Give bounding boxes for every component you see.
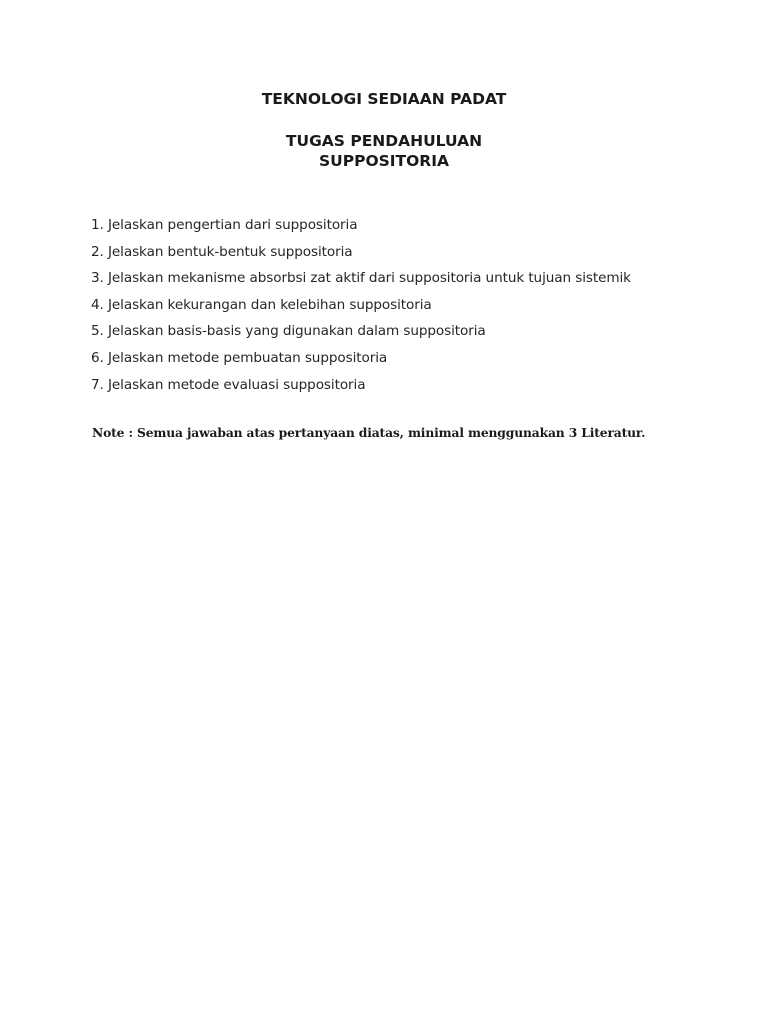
document-title: TEKNOLOGI SEDIAAN PADAT — [261, 90, 507, 108]
question-item: 6. Jelaskan metode pembuatan suppositoria — [91, 349, 388, 366]
question-list — [91, 212, 711, 398]
question-item: 3. Jelaskan mekanisme absorbsi zat aktif dari suppositoria untuk tujuan sistemik — [91, 270, 631, 287]
question-item: 1. Jelaskan pengertian dari suppositoria — [91, 217, 358, 233]
question-item: 5. Jelaskan basis-basis yang digunakan dalam suppositoria — [91, 323, 486, 340]
question-item: 4. Jelaskan kekurangan dan kelebihan suppositoria — [91, 296, 432, 313]
question-item: 7. Jelaskan metode evaluasi suppositoria — [91, 376, 366, 393]
assignment-heading: TUGAS PENDAHULUAN — [285, 132, 483, 150]
question-item: 2. Jelaskan bentuk-bentuk suppositoria — [91, 243, 353, 260]
literature-note: Note : Semua jawaban atas pertanyaan diatas, minimal menggunakan 3 Literatur. — [92, 425, 646, 440]
topic-heading: SUPPOSITORIA — [318, 152, 450, 170]
